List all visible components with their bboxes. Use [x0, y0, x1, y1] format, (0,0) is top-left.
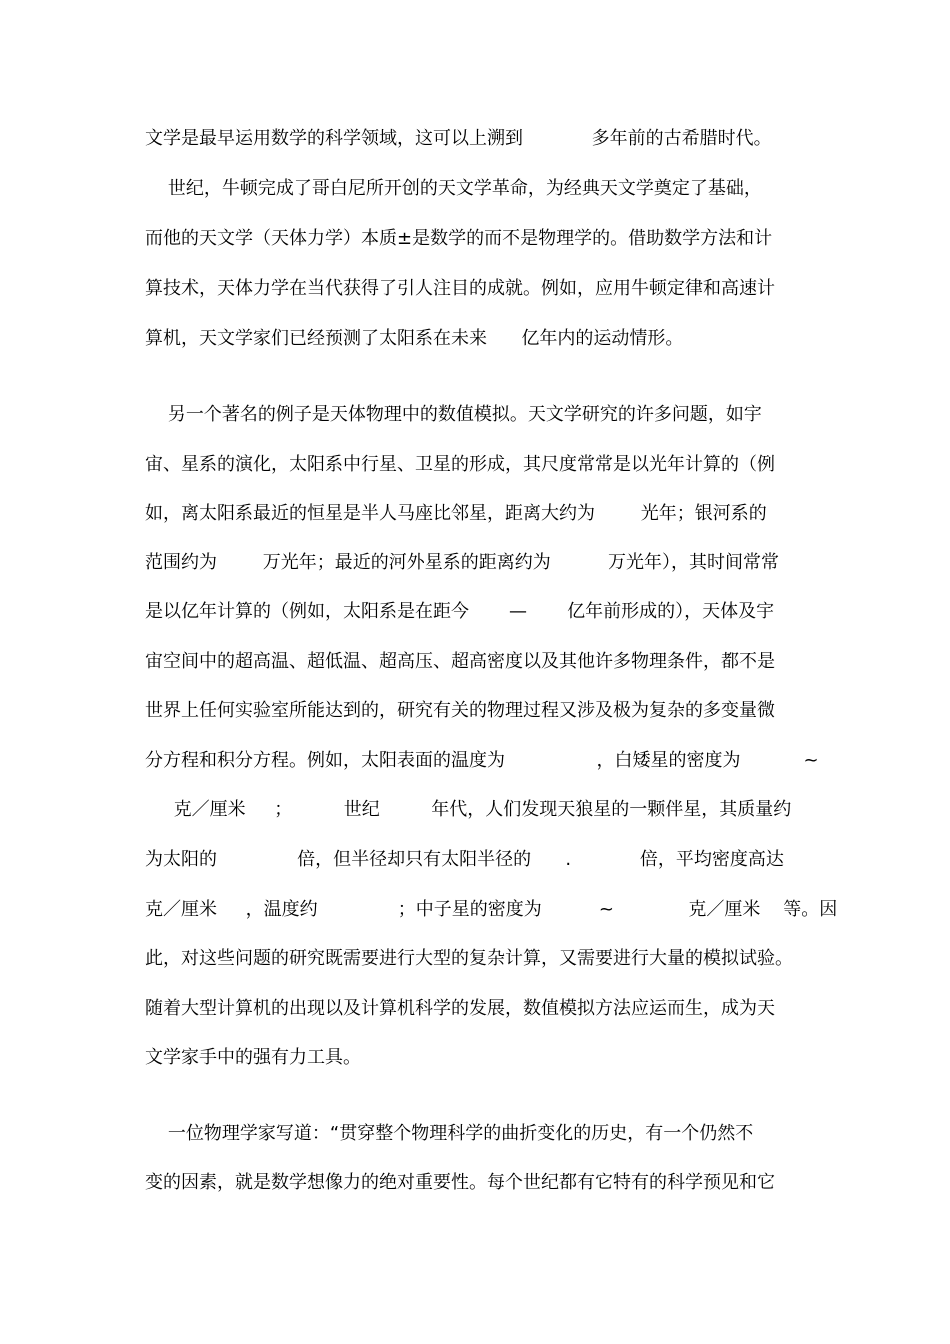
text-line: 世纪，牛顿完成了哥白尼所开创的天文学革命，为经典天文学奠定了基础，	[145, 178, 762, 199]
text-line: 宙、星系的演化，太阳系中行星、卫星的形成，其尺度常常是以光年计算的（例	[145, 454, 775, 475]
text-line: 文学是最早运用数学的科学领域，这可以上溯到 多年前的古希腊时代。	[145, 128, 772, 149]
text-line: 变的因素，就是数学想像力的绝对重要性。每个世纪都有它特有的科学预见和它	[145, 1172, 775, 1193]
text-line: 文学家手中的强有力工具。	[145, 1047, 361, 1068]
text-line: 为太阳的 倍，但半径却只有太阳半径的 . 倍，平均密度高达	[145, 849, 784, 870]
text-line: 是以亿年计算的（例如，太阳系是在距今 — 亿年前形成的），天体及宇	[145, 601, 775, 622]
text-line: 如，离太阳系最近的恒星是半人马座比邻星，距离大约为 光年；银河系的	[145, 503, 767, 524]
text-line: 克／厘米 ； 世纪 年代，人们发现天狼星的一颗伴星，其质量约	[145, 799, 792, 820]
text-line: 宙空间中的超高温、超低温、超高压、超高密度以及其他许多物理条件，都不是	[145, 651, 775, 672]
text-line: 世界上任何实验室所能达到的，研究有关的物理过程又涉及极为复杂的多变量微	[145, 700, 775, 721]
text-line: 而他的天文学（天体力学）本质±是数学的而不是物理学的。借助数学方法和计	[145, 228, 773, 249]
text-line: 算技术，天体力学在当代获得了引人注目的成就。例如，应用牛顿定律和高速计	[145, 278, 775, 299]
text-line: 一位物理学家写道：“贯穿整个物理科学的曲折变化的历史，有一个仍然不	[145, 1123, 754, 1144]
text-line: 分方程和积分方程。例如，太阳表面的温度为 ，白矮星的密度为 ~	[145, 750, 819, 771]
text-line: 范围约为 万光年；最近的河外星系的距离约为 万光年），其时间常常	[145, 552, 779, 573]
text-line: 另一个著名的例子是天体物理中的数值模拟。天文学研究的许多问题，如宇	[145, 404, 762, 425]
text-line: 克／厘米 ，温度约 ；中子星的密度为 ~ 克／厘米 等。因	[145, 899, 838, 920]
text-line: 算机，天文学家们已经预测了太阳系在未来 亿年内的运动情形。	[145, 328, 684, 349]
text-line: 此，对这些问题的研究既需要进行大型的复杂计算，又需要进行大量的模拟试验。	[145, 948, 793, 969]
text-line: 随着大型计算机的出现以及计算机科学的发展，数值模拟方法应运而生，成为天	[145, 998, 775, 1019]
